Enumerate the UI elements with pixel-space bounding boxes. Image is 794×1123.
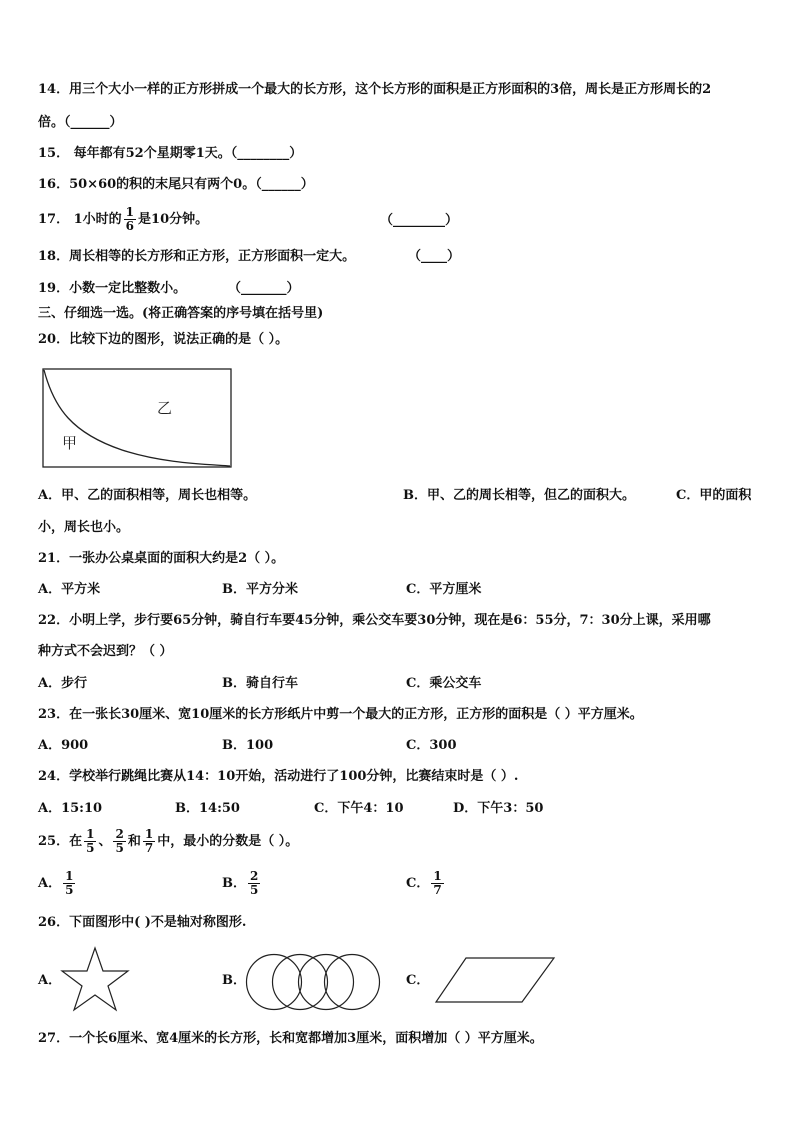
q20-figure: [42, 368, 232, 468]
q19-text: 19．小数一定比整数小。: [38, 281, 187, 296]
q23-stem: 23．在一张长30厘米、宽10厘米的长方形纸片中剪一个最大的正方形，正方形的面积是（ ）平方厘米。: [38, 707, 643, 722]
q26-stem: 26．下面图形中( )不是轴对称图形.: [38, 915, 247, 930]
q20-option-b: B．甲、乙的周长相等，但乙的面积大。: [403, 488, 635, 503]
q25-fraction-3: $\frac{1}{7}$: [144, 827, 154, 855]
q21-stem: 21．一张办公桌桌面的面积大约是2（ ）。: [38, 551, 285, 566]
q14-line2: 倍。（______）: [38, 115, 123, 130]
q20-option-c: C．甲的面积: [676, 488, 752, 503]
q25-stem: 25．在 $\frac{1}{5}$ 、 $\frac{2}{5}$ 和 $\frac{1}{7}$ 中，最小的分数是（ ）。: [38, 827, 299, 855]
q21-option-b: B．平方分米: [222, 582, 298, 597]
q25-fraction-1: $\frac{1}{5}$: [86, 827, 95, 855]
q24-option-d: D．下午3：50: [453, 801, 544, 816]
q26-option-b: B．: [222, 973, 246, 988]
q14-line1: 14．用三个大小一样的正方形拼成一个最大的长方形，这个长方形的面积是正方形面积的3倍，周长是正方形周长的2: [38, 82, 712, 97]
q17-fraction: $\frac{1}{6}$: [125, 205, 135, 233]
q24-option-c: C．下午4：10: [314, 801, 404, 816]
q23-option-c: C．300: [406, 738, 457, 753]
section3-heading: 三、仔细选一选。(将正确答案的序号填在括号里): [38, 306, 324, 321]
q22-line1: 22．小明上学，步行要65分钟，骑自行车要45分钟，乘公交车要30分钟，现在是6：55分，7：30分上课，采用哪: [38, 613, 711, 628]
q20-stem: 20．比较下边的图形，说法正确的是（ ）。: [38, 332, 289, 347]
q26-star-figure: [60, 946, 130, 1012]
q18-text: 18．周长相等的长方形和正方形，正方形面积一定大。: [38, 249, 356, 264]
q21-option-c: C．平方厘米: [406, 582, 482, 597]
q22-option-c: C．乘公交车: [406, 676, 482, 691]
q22-line2: 种方式不会迟到？（ ）: [38, 644, 173, 659]
q25-option-b: B． $\frac{2}{5}$: [222, 869, 259, 897]
q20-label-jia: 甲: [62, 434, 78, 452]
q23-option-b: B．100: [222, 738, 274, 753]
q17-pre: 17． 1小时的: [38, 212, 122, 227]
q19-blank: （_______）: [228, 281, 300, 296]
q20-option-c-cont: 小，周长也小。: [38, 520, 130, 535]
q25-option-c: C． $\frac{1}{7}$: [406, 869, 442, 897]
q24-stem: 24．学校举行跳绳比赛从14：10开始，活动进行了100分钟，比赛结束时是（ ）.: [38, 769, 519, 784]
q18-blank: （____）: [408, 249, 461, 264]
q24-option-b: B．14:50: [175, 801, 240, 816]
q21-option-a: A．平方米: [38, 582, 101, 597]
q17-post: 是10分钟。: [138, 212, 209, 227]
q17-blank: （________）: [380, 213, 459, 228]
q26-parallelogram-figure: [434, 956, 556, 1004]
q17: [38, 206, 208, 233]
q22-option-a: A．步行: [38, 676, 88, 691]
q24-option-a: A．15:10: [38, 801, 103, 816]
q25-option-a: A． $\frac{1}{5}$: [38, 869, 74, 897]
q26-option-c: C．: [406, 973, 430, 988]
q23-option-a: A．900: [38, 738, 89, 753]
q27-stem: 27．一个长6厘米、宽4厘米的长方形，长和宽都增加3厘米，面积增加（ ）平方厘米。: [38, 1031, 543, 1046]
q20-option-a: A．甲、乙的面积相等，周长也相等。: [38, 488, 257, 503]
q20-label-yi: 乙: [157, 399, 173, 417]
q26-circles-figure: [244, 952, 382, 1012]
q16: 16．50×60的积的末尾只有两个0。（______）: [38, 177, 314, 192]
q25-fraction-2: $\frac{2}{5}$: [115, 827, 124, 855]
q26-option-a: A．: [38, 973, 62, 988]
q15: 15． 每年都有52个星期零1天。（________）: [38, 146, 303, 161]
q22-option-b: B．骑自行车: [222, 676, 298, 691]
